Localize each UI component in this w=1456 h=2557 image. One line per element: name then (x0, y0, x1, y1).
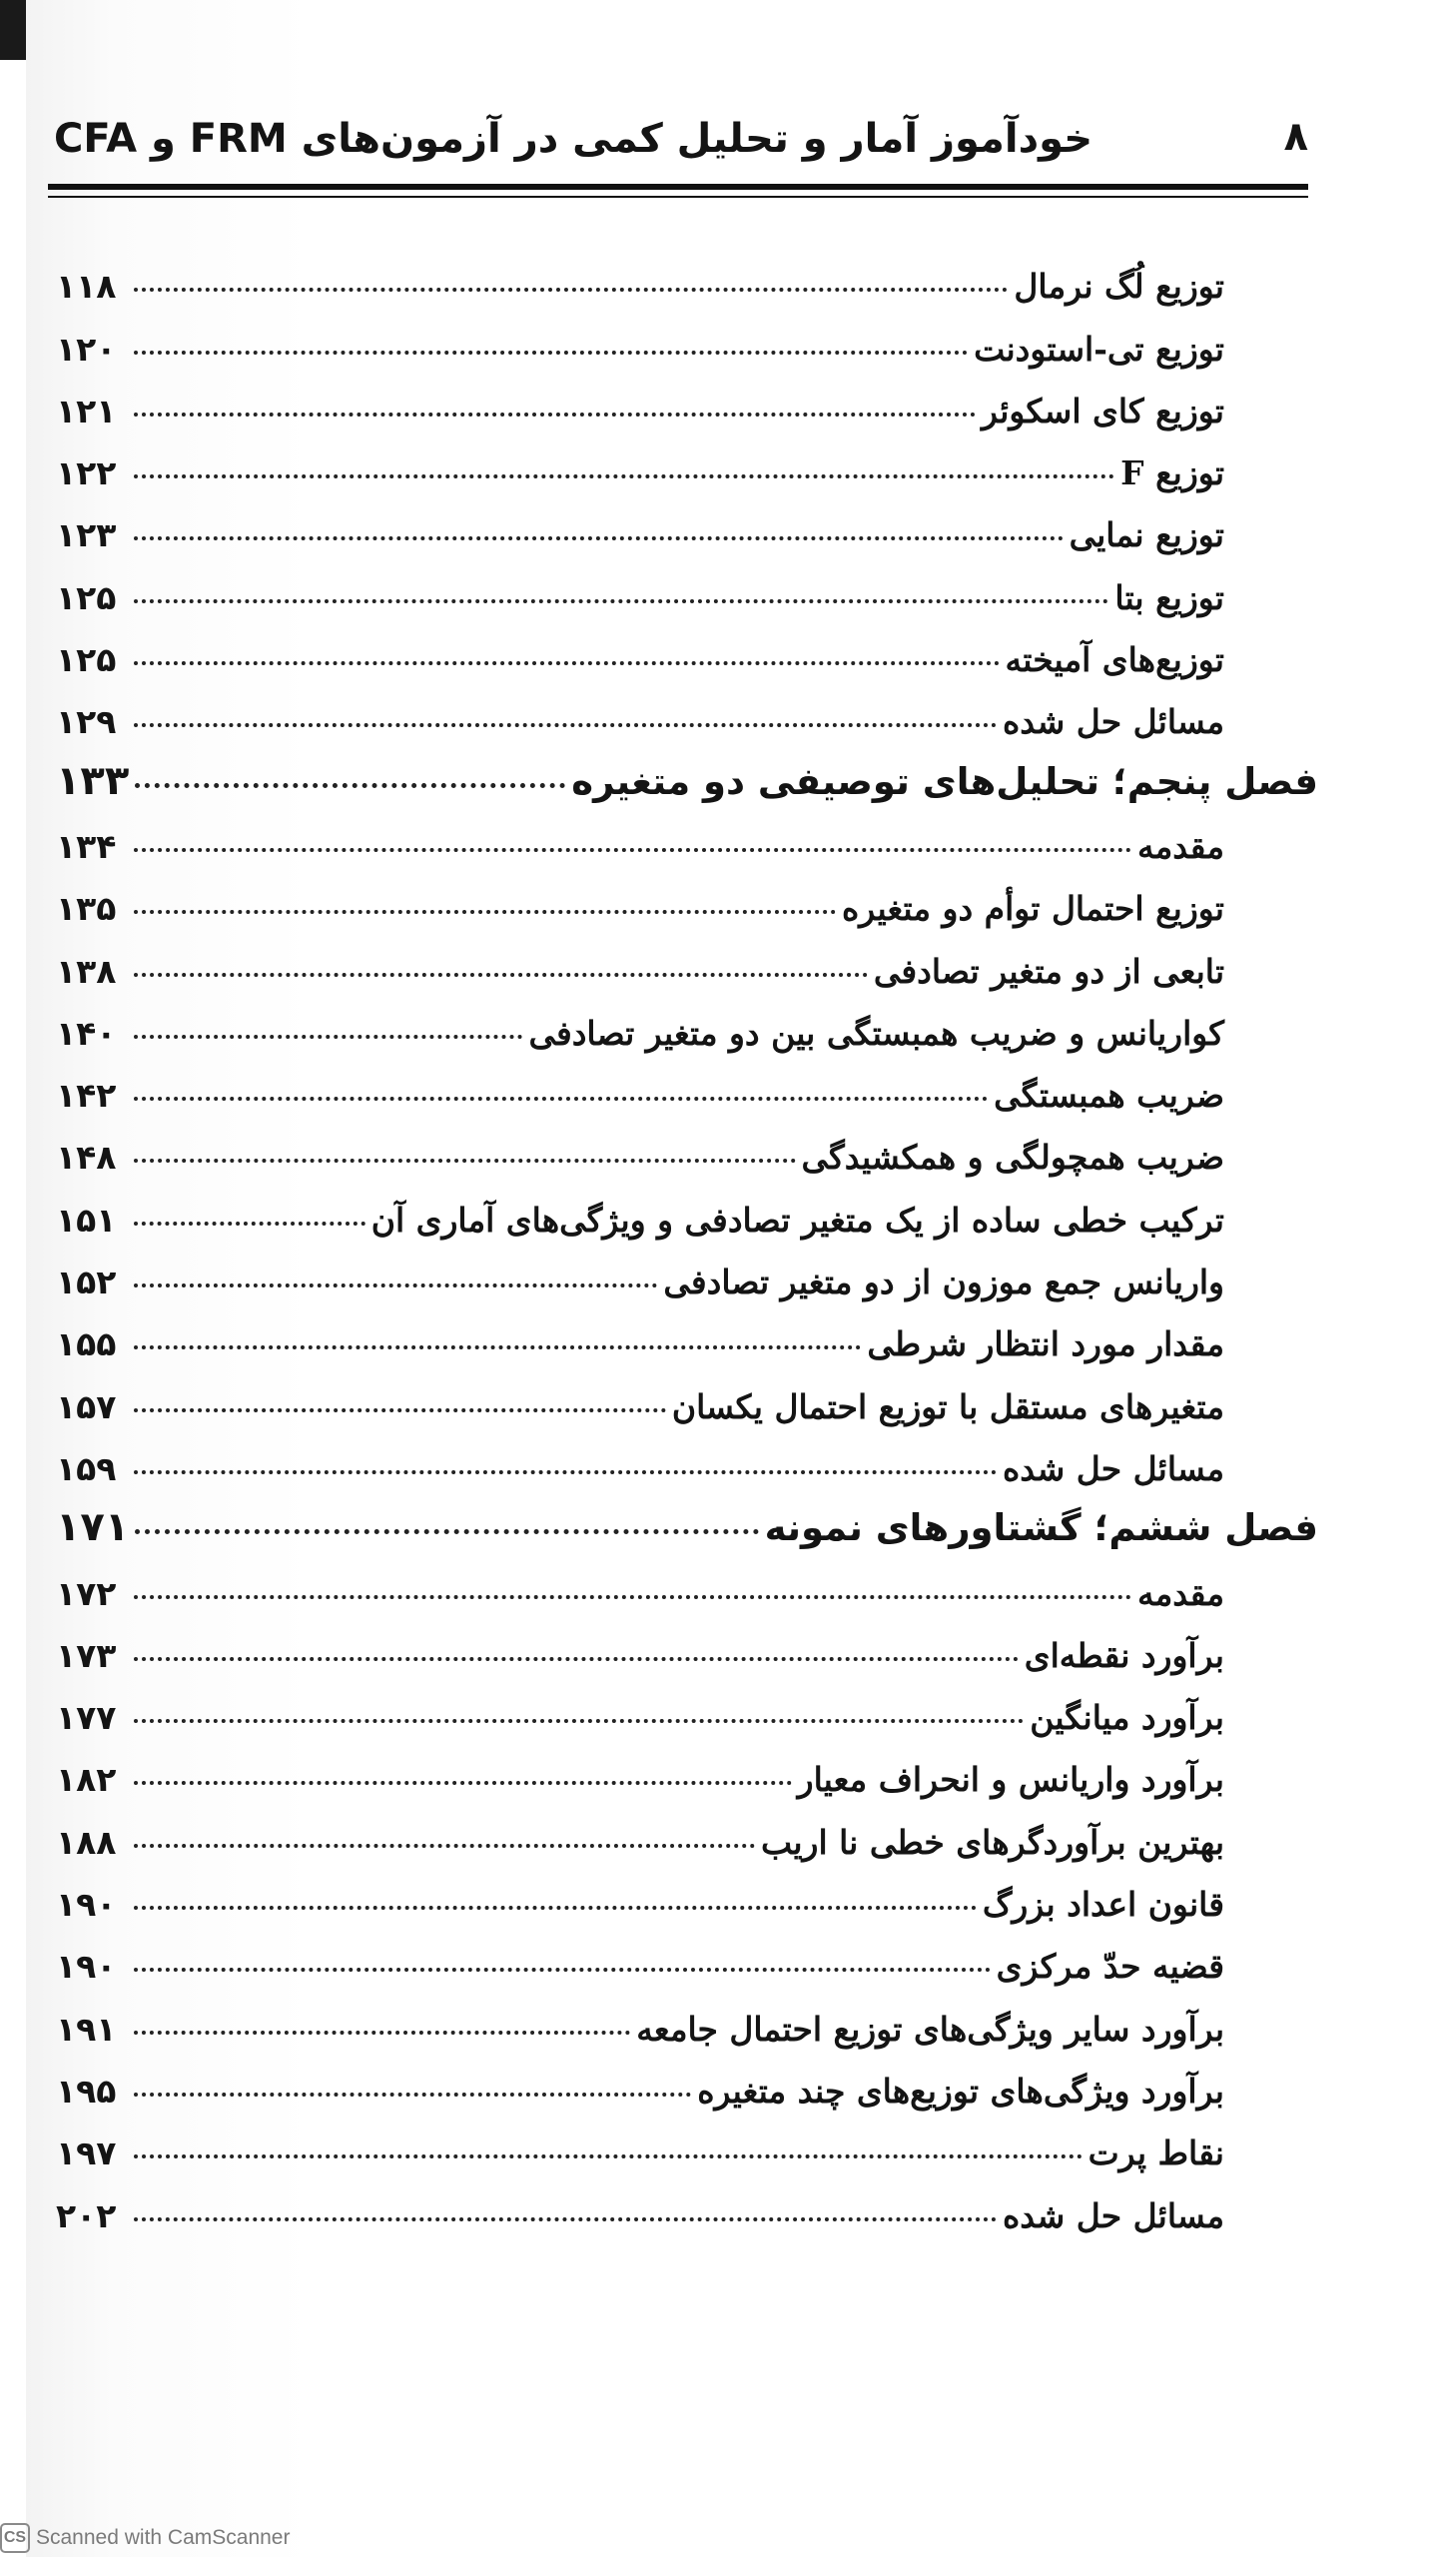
entry-page-number: ۱۱۸ (56, 267, 117, 307)
toc-chapter-heading (56, 747, 1318, 809)
entry-page-number: ۱۲۱ (56, 391, 117, 430)
entry-page-number: ۱۹۰ (56, 1885, 117, 1925)
entry-title: توزیع بتا (1114, 577, 1224, 617)
entry-page-number: ۱۴۲ (56, 1076, 117, 1116)
entry-title: توزیع F (1120, 453, 1224, 493)
toc-entry (56, 1121, 1224, 1183)
entry-page-number: ۱۷۷ (56, 1698, 117, 1738)
entry-page-number: ۱۵۹ (56, 1448, 117, 1488)
toc-entry (56, 997, 1224, 1059)
entry-title: مسائل حل شده (1003, 702, 1224, 742)
entry-title: ضریب همچولگی و همکشیدگی (801, 1138, 1224, 1178)
entry-page-number: ۱۲۵ (56, 640, 117, 680)
book-title: خودآموز آمار و تحلیل کمی در آزمون‌های FRM و CFA (54, 116, 1093, 162)
dot-leader (134, 2217, 997, 2221)
dot-leader (134, 536, 1064, 540)
dot-leader (134, 599, 1108, 603)
dot-leader (134, 848, 1131, 852)
dot-leader (134, 1968, 991, 1972)
entry-title: کواریانس و ضریب همبستگی بین دو متغیر تصادفی (528, 1013, 1224, 1053)
dot-leader (134, 1345, 861, 1349)
entry-page-number: ۱۲۳ (56, 515, 117, 555)
dot-leader (134, 1844, 755, 1848)
dot-leader (134, 1906, 977, 1910)
chapter-title: فصل ششم؛ گشتاورهای نمونه (764, 1506, 1318, 1550)
toc-entry (56, 1930, 1224, 1992)
entry-page-number: ۱۲۹ (56, 702, 117, 742)
toc-entry (56, 1868, 1224, 1930)
dot-leader (134, 1097, 988, 1101)
entry-title: برآورد میانگین (1030, 1698, 1224, 1738)
dot-leader (134, 723, 997, 727)
chapter-title: فصل پنجم؛ تحلیل‌های توصیفی دو متغیره (571, 759, 1318, 803)
entry-title: نقاط پرت (1088, 2133, 1224, 2173)
entry-page-number: ۱۹۱ (56, 2009, 117, 2049)
entry-page-number: ۱۲۰ (56, 329, 117, 369)
toc-entry (56, 250, 1224, 312)
toc-entry (56, 1556, 1224, 1618)
dot-leader (134, 1595, 1131, 1599)
dot-leader (134, 661, 1000, 665)
scan-edge-shadow (0, 0, 26, 60)
entry-page-number: ۱۴۰ (56, 1013, 117, 1053)
dot-leader (134, 1470, 997, 1474)
dot-leader (134, 2154, 1083, 2158)
dot-leader (134, 2031, 630, 2035)
entry-page-number: ۱۵۲ (56, 1263, 117, 1302)
dot-leader (134, 288, 1008, 292)
toc-entry (56, 685, 1224, 747)
dot-leader (134, 1781, 792, 1785)
entry-title: برآورد ویژگی‌های توزیع‌های چند متغیره (697, 2071, 1224, 2111)
toc-entry (56, 1681, 1224, 1743)
entry-title: توزیع لُگ نرمال (1014, 267, 1224, 307)
entry-title: توزیع احتمال توأم دو متغیره (842, 889, 1224, 929)
entry-page-number: ۱۳۸ (56, 951, 117, 991)
entry-title: توزیع کای اسکوئر (982, 391, 1224, 430)
entry-page-number: ۱۸۸ (56, 1822, 117, 1862)
dot-leader (134, 474, 1114, 478)
dot-leader (134, 1159, 796, 1163)
toc-entry (56, 1369, 1224, 1431)
entry-page-number: ۲۰۲ (56, 2195, 117, 2235)
dot-leader (134, 351, 968, 355)
entry-page-number: ۱۸۲ (56, 1760, 117, 1800)
entry-title: مقدار مورد انتظار شرطی (867, 1324, 1224, 1364)
toc-entry (56, 2178, 1224, 2240)
entry-page-number: ۱۲۲ (56, 453, 117, 493)
entry-page-number: ۱۹۷ (56, 2133, 117, 2173)
page-header (48, 112, 1308, 172)
toc-entry (56, 498, 1224, 560)
entry-title: برآورد واریانس و انحراف معیار (797, 1760, 1224, 1800)
entry-title: مقدمه (1136, 826, 1224, 866)
camscanner-logo-icon: CS (0, 2523, 30, 2553)
dot-leader (134, 1408, 666, 1412)
entry-page-number: ۱۹۵ (56, 2071, 117, 2111)
entry-title: توزیع نمایی (1069, 515, 1224, 555)
toc-entry (56, 436, 1224, 498)
dot-leader (134, 2093, 691, 2097)
entry-title: واریانس جمع موزون از دو متغیر تصادفی (663, 1263, 1224, 1302)
toc-entry (56, 1183, 1224, 1245)
page-number: ۸ (1283, 114, 1308, 160)
dot-leader (134, 1657, 1019, 1661)
entry-title: تابعی از دو متغیر تصادفی (873, 951, 1224, 991)
entry-title: متغیرهای مستقل با توزیع احتمال یکسان (671, 1386, 1224, 1426)
toc-entry (56, 312, 1224, 374)
dot-leader (134, 1283, 657, 1287)
entry-page-number: ۱۳۳ (56, 757, 130, 804)
toc-entry (56, 2117, 1224, 2178)
entry-page-number: ۱۳۴ (56, 826, 117, 866)
dot-leader (134, 910, 836, 914)
toc-entry (56, 1059, 1224, 1121)
entry-title: مسائل حل شده (1003, 2195, 1224, 2235)
entry-title: ضریب همبستگی (994, 1076, 1224, 1116)
toc-entry (56, 1992, 1224, 2054)
entry-title: بهترین برآوردگرهای خطی نا اریب (760, 1822, 1224, 1862)
dot-leader (134, 413, 976, 417)
dot-leader (135, 783, 565, 788)
scanner-watermark (0, 2521, 290, 2555)
entry-page-number: ۱۵۷ (56, 1386, 117, 1426)
entry-page-number: ۱۳۵ (56, 889, 117, 929)
entry-title: قانون اعداد بزرگ (982, 1885, 1224, 1925)
toc-entry (56, 1619, 1224, 1681)
entry-title: توزیع تی-استودنت (974, 329, 1224, 369)
dot-leader (134, 1035, 522, 1039)
entry-title: برآورد سایر ویژگی‌های توزیع احتمال جامعه (636, 2009, 1224, 2049)
toc-entry (56, 872, 1224, 934)
entry-page-number: ۱۴۸ (56, 1138, 117, 1178)
entry-title: ترکیب خطی ساده از یک متغیر تصادفی و ویژگی‌های آماری آن (370, 1200, 1224, 1240)
entry-title: مقدمه (1136, 1573, 1224, 1613)
entry-page-number: ۱۷۱ (56, 1504, 130, 1551)
toc-entry (56, 623, 1224, 685)
toc-entry (56, 1805, 1224, 1867)
dot-leader (134, 1222, 365, 1226)
header-rule-thin (48, 196, 1308, 198)
toc-entry (56, 934, 1224, 996)
entry-page-number: ۱۵۱ (56, 1200, 117, 1240)
dot-leader (134, 973, 868, 977)
dot-leader (135, 1529, 758, 1534)
toc-entry (56, 2055, 1224, 2117)
toc-entry (56, 560, 1224, 622)
toc-chapter-heading (56, 1494, 1318, 1556)
entry-page-number: ۱۹۰ (56, 1947, 117, 1987)
table-of-contents (56, 250, 1334, 2241)
watermark-text: Scanned with CamScanner (36, 2526, 291, 2549)
entry-title: برآورد نقطه‌ای (1024, 1635, 1224, 1675)
toc-entry (56, 1743, 1224, 1805)
toc-entry (56, 810, 1224, 872)
entry-page-number: ۱۵۵ (56, 1324, 117, 1364)
entry-title: مسائل حل شده (1003, 1448, 1224, 1488)
entry-title: قضیه حدّ مرکزی (996, 1947, 1224, 1987)
toc-entry (56, 375, 1224, 436)
entry-page-number: ۱۲۵ (56, 577, 117, 617)
toc-entry (56, 1246, 1224, 1307)
toc-entry (56, 1432, 1224, 1494)
entry-title: توزیع‌های آمیخته (1005, 640, 1224, 680)
entry-page-number: ۱۷۳ (56, 1635, 117, 1675)
header-rule-thick (48, 184, 1308, 190)
entry-page-number: ۱۷۲ (56, 1573, 117, 1613)
dot-leader (134, 1719, 1024, 1723)
toc-entry (56, 1307, 1224, 1369)
